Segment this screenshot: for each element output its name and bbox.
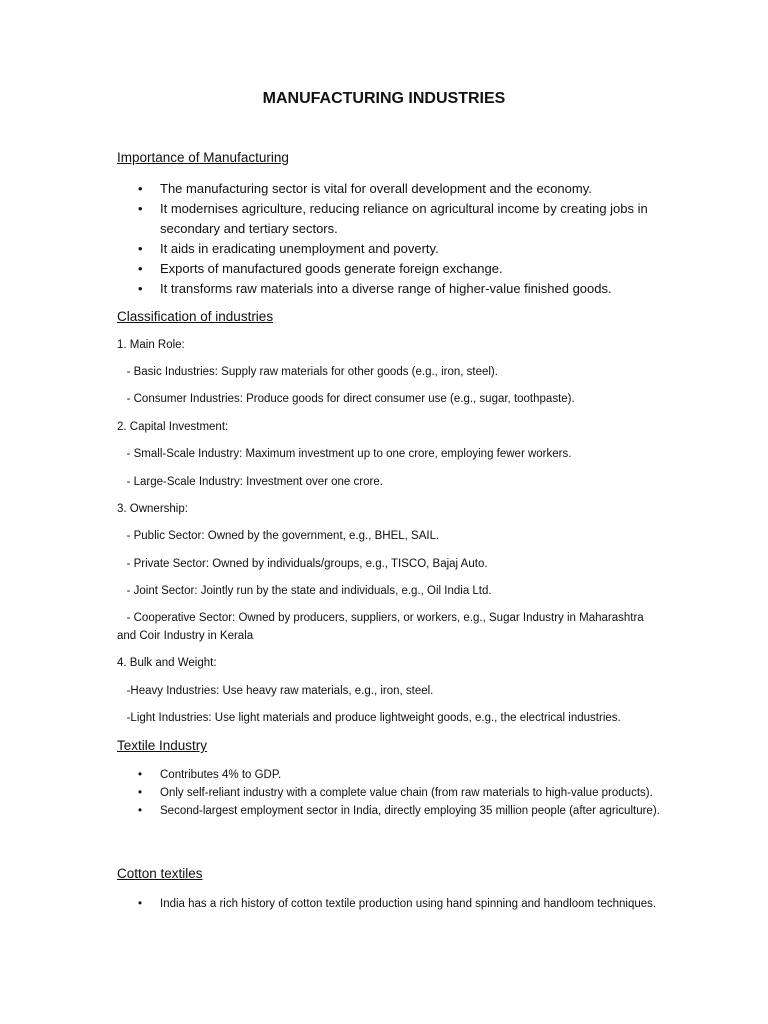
classification-line: - Basic Industries: Supply raw materials for other goods (e.g., iron, steel). <box>117 366 498 378</box>
classification-line: -Light Industries: Use light materials and produce lightweight goods, e.g., the electrical industries. <box>117 712 621 724</box>
classification-line: - Cooperative Sector: Owned by producers, suppliers, or workers, e.g., Sugar Industry in Maharashtra and Coir Industry in Kerala <box>117 612 647 642</box>
section-heading-textile: Textile Industry <box>117 738 208 753</box>
bullet-item: • It transforms raw materials into a diverse range of higher-value finished goods. <box>117 279 662 299</box>
bullet-item: • Only self-reliant industry with a complete value chain (from raw materials to high-value products). <box>117 784 662 802</box>
classification-line: - Large-Scale Industry: Investment over one crore. <box>117 476 383 488</box>
cotton-bullet-list <box>117 895 662 913</box>
classification-line: 4. Bulk and Weight: <box>117 657 217 669</box>
classification-line: - Consumer Industries: Produce goods for direct consumer use (e.g., sugar, toothpaste). <box>117 393 575 405</box>
section-heading-classification: Classification of industries <box>117 309 274 324</box>
bullet-item: • Second-largest employment sector in India, directly employing 35 million people (after agriculture). <box>117 802 662 820</box>
section-heading-importance: Importance of Manufacturing <box>117 150 289 165</box>
classification-line: 2. Capital Investment: <box>117 421 229 433</box>
classification-line: -Heavy Industries: Use heavy raw materials, e.g., iron, steel. <box>117 685 434 697</box>
classification-line: - Public Sector: Owned by the government, e.g., BHEL, SAIL. <box>117 530 440 542</box>
section-heading-cotton: Cotton textiles <box>117 866 203 881</box>
classification-line: - Private Sector: Owned by individuals/groups, e.g., TISCO, Bajaj Auto. <box>117 558 488 570</box>
bullet-item: • Contributes 4% to GDP. <box>117 766 662 784</box>
bullet-item: • It modernises agriculture, reducing reliance on agricultural income by creating jobs in secondary and tertiary sectors. <box>117 199 662 238</box>
importance-bullet-list <box>117 179 662 299</box>
page-title: MANUFACTURING INDUSTRIES <box>262 90 506 107</box>
bullet-item: • It aids in eradicating unemployment and poverty. <box>117 239 662 259</box>
bullet-item: • The manufacturing sector is vital for overall development and the economy. <box>117 179 662 199</box>
bullet-item: • India has a rich history of cotton textile production using hand spinning and handloom techniques. <box>117 895 662 913</box>
bullet-item: • Exports of manufactured goods generate foreign exchange. <box>117 259 662 279</box>
classification-line: - Joint Sector: Jointly run by the state and individuals, e.g., Oil India Ltd. <box>117 585 492 597</box>
classification-line: - Small-Scale Industry: Maximum investment up to one crore, employing fewer workers. <box>117 448 572 460</box>
textile-bullet-list <box>117 766 662 820</box>
classification-line: 1. Main Role: <box>117 339 185 351</box>
classification-line: 3. Ownership: <box>117 503 188 515</box>
